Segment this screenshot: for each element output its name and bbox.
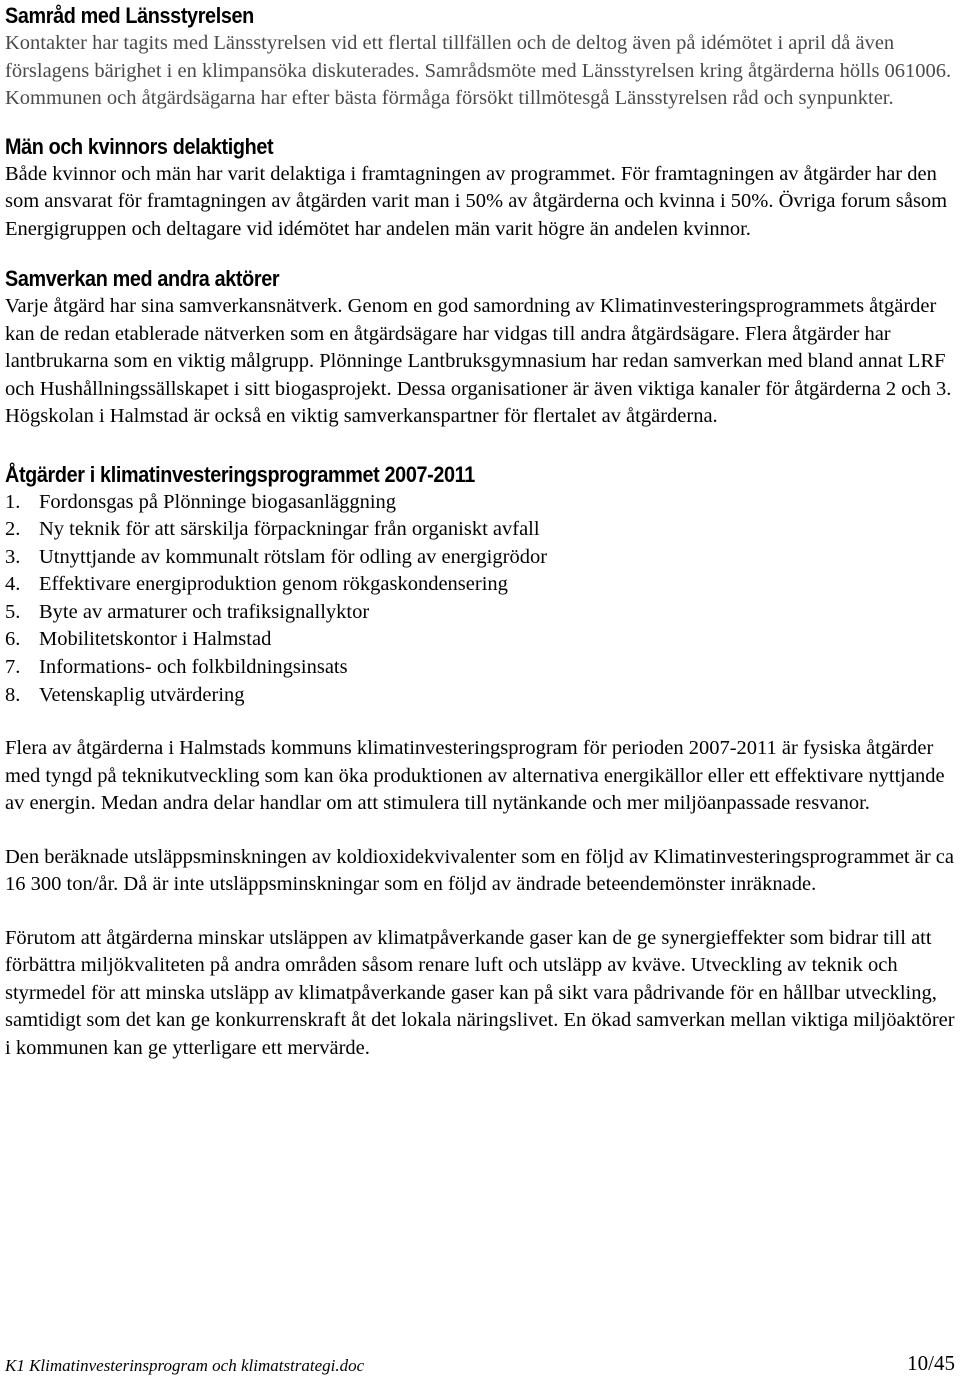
footer-page-number: 10/45 bbox=[907, 1351, 955, 1375]
paragraph-utslapp: Den beräknade utsläppsminskningen av koldioxidekvivalenter som en följd av Klimatinvesteringsprogrammet är ca 16 300 ton/år. Då är inte utsläppsminskningar som en följd av ändrade beteendemönster inräknade. bbox=[5, 845, 955, 896]
footer-document-name: K1 Klimatinvesterinsprogram och klimatstrategi.doc bbox=[5, 1356, 365, 1375]
list-item: 2. Ny teknik för att särskilja förpackningar från organiskt avfall bbox=[5, 518, 540, 541]
heading-delaktighet: Män och kvinnors delaktighet bbox=[5, 133, 274, 159]
list-item: 7. Informations- och folkbildningsinsats bbox=[5, 656, 348, 679]
document-page bbox=[5, 0, 955, 1062]
heading-samrad: Samråd med Länsstyrelsen bbox=[5, 3, 254, 28]
page-footer bbox=[5, 1346, 955, 1376]
heading-atgarder: Åtgärder i klimatinvesteringsprogrammet 2007-2011 bbox=[5, 461, 475, 487]
list-item: 1. Fordonsgas på Plönninge biogasanläggning bbox=[5, 490, 397, 513]
section-delaktighet bbox=[5, 133, 955, 244]
section-samrad bbox=[5, 2, 955, 113]
heading-samverkan: Samverkan med andra aktörer bbox=[5, 266, 280, 291]
paragraph-flera: Flera av åtgärderna i Halmstads kommuns klimatinvesteringsprogram för perioden 2007-2011 är fysiska åtgärder med tyngd på teknikutveckling som kan öka produktionen av alternativa energikällor eller ett effektivare nyttjande av energin. Medan andra delar handlar om att stimulera till nytänkande och mer miljöanpassade resvanor. bbox=[5, 737, 945, 815]
paragraph-samverkan: Varje åtgärd har sina samverkansnätverk. Genom en god samordning av Klimatinvesteringsprogrammets åtgärder kan de redan etablerade nätverken som en åtgärdsägare har vidgas till andra åtgärdsägare. Flera åtgärder har lantbrukarna som en viktig målgrupp. Plönninge Lantbruksgymnasium har redan samverkan med bland annat LRF och Hushållningssällskapet i sitt biogasprojekt. Dessa organisationer är även viktiga kanaler för åtgärderna 2 och 3. Högskolan i Halmstad är också en viktig samverkanspartner för flertalet av åtgärderna. bbox=[5, 295, 952, 427]
section-atgarder bbox=[5, 461, 955, 710]
list-item: 6. Mobilitetskontor i Halmstad bbox=[5, 628, 272, 651]
paragraph-samrad: Kontakter har tagits med Länsstyrelsen vid ett flertal tillfällen och de deltog även på idémötet i april då även förslagens bärighet i en klimpansöka diskuterades. Samrådsmöte med Länsstyrelsen kring åtgärderna hölls 061006. Kommunen och åtgärdsägarna har efter bästa förmåga försökt tillmötesgå Länsstyrelsen råd och synpunkter. bbox=[5, 32, 952, 109]
paragraph-synergi: Förutom att åtgärderna minskar utsläppen av klimatpåverkande gaser kan de ge synergieffekter som bidrar till att förbättra miljökvaliteten på andra områden såsom renare luft och utsläpp av kväve. Utveckling av teknik och styrmedel för att minska utsläpp av klimatpåverkande gaser kan på sikt vara pådrivande för en hållbar utveckling, samtidigt som det kan ge konkurrenskraft åt det lokala näringslivet. En ökad samverkan mellan viktiga miljöaktörer i kommunen kan ge ytterligare ett mervärde. bbox=[5, 926, 955, 1059]
section-samverkan bbox=[5, 265, 955, 431]
list-item: 5. Byte av armaturer och trafiksignallyktor bbox=[5, 600, 370, 623]
list-item: 4. Effektivare energiproduktion genom rökgaskondensering bbox=[5, 573, 508, 596]
actions-list bbox=[5, 489, 955, 710]
list-item: 8. Vetenskaplig utvärdering bbox=[5, 683, 245, 706]
paragraph-delaktighet: Både kvinnor och män har varit delaktiga i framtagningen av programmet. För framtagningen av åtgärder har den som ansvarat för framtagningen av åtgärden varit man i 50% av åtgärderna och kvinna i 50%. Övriga forum såsom Energigruppen och deltagare vid idémötet har andelen män varit högre än andelen kvinnor. bbox=[5, 162, 948, 240]
list-item: 3. Utnyttjande av kommunalt rötslam för odling av energigrödor bbox=[5, 545, 548, 568]
